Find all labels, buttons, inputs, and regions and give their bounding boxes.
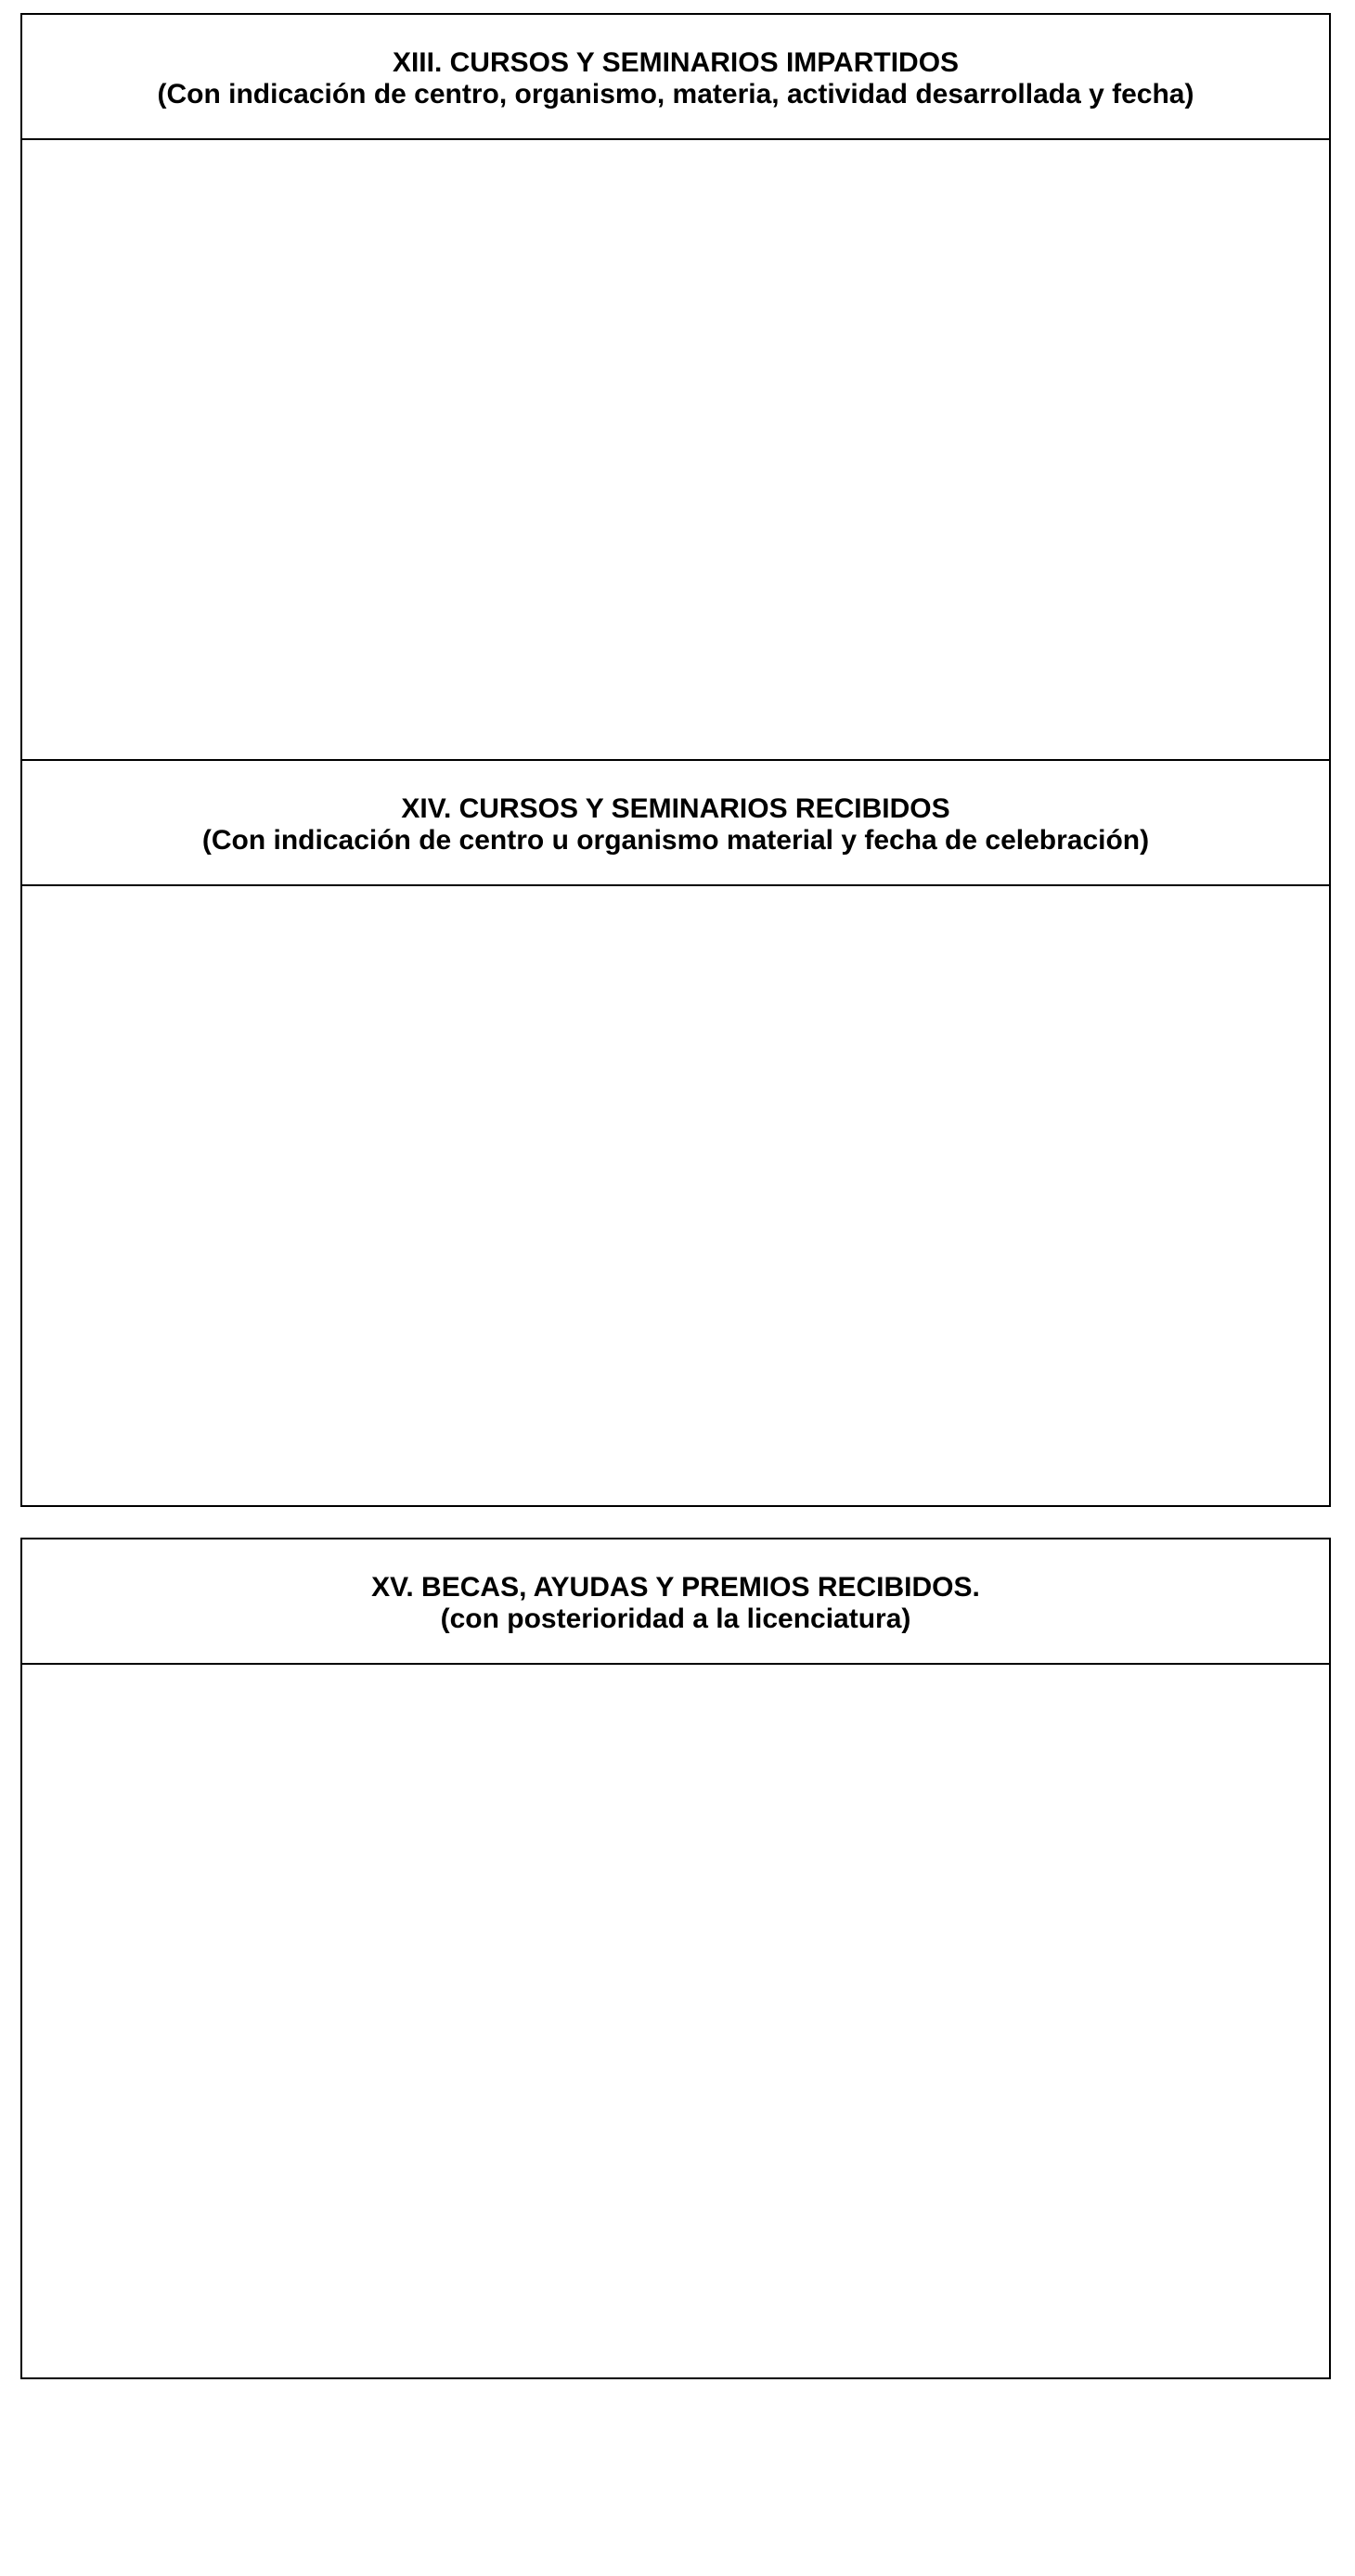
section-subtitle-xiii: (Con indicación de centro, organismo, materia, actividad desarrollada y fecha) (157, 79, 1194, 109)
section-subtitle-xiv: (Con indicación de centro u organismo material y fecha de celebración) (201, 825, 1150, 856)
section-subtitle-xv: (con posterioridad a la licenciatura) (440, 1604, 911, 1634)
section-content-xiv[interactable] (22, 886, 1329, 1505)
section-title-xiii: XIII. CURSOS Y SEMINARIOS IMPARTIDOS (392, 47, 960, 78)
section-content-xv[interactable] (22, 1665, 1329, 2377)
section-header-xiii (22, 15, 1329, 139)
section-header-xiv (22, 761, 1329, 885)
section-title-xv: XV. BECAS, AYUDAS Y PREMIOS RECIBIDOS. (371, 1572, 980, 1603)
section-title-xiv: XIV. CURSOS Y SEMINARIOS RECIBIDOS (401, 793, 950, 824)
form-box-cursos-seminarios (20, 13, 1331, 1507)
section-header-xv (22, 1539, 1329, 1664)
form-box-becas-ayudas (20, 1538, 1331, 2379)
section-content-xiii[interactable] (22, 140, 1329, 759)
